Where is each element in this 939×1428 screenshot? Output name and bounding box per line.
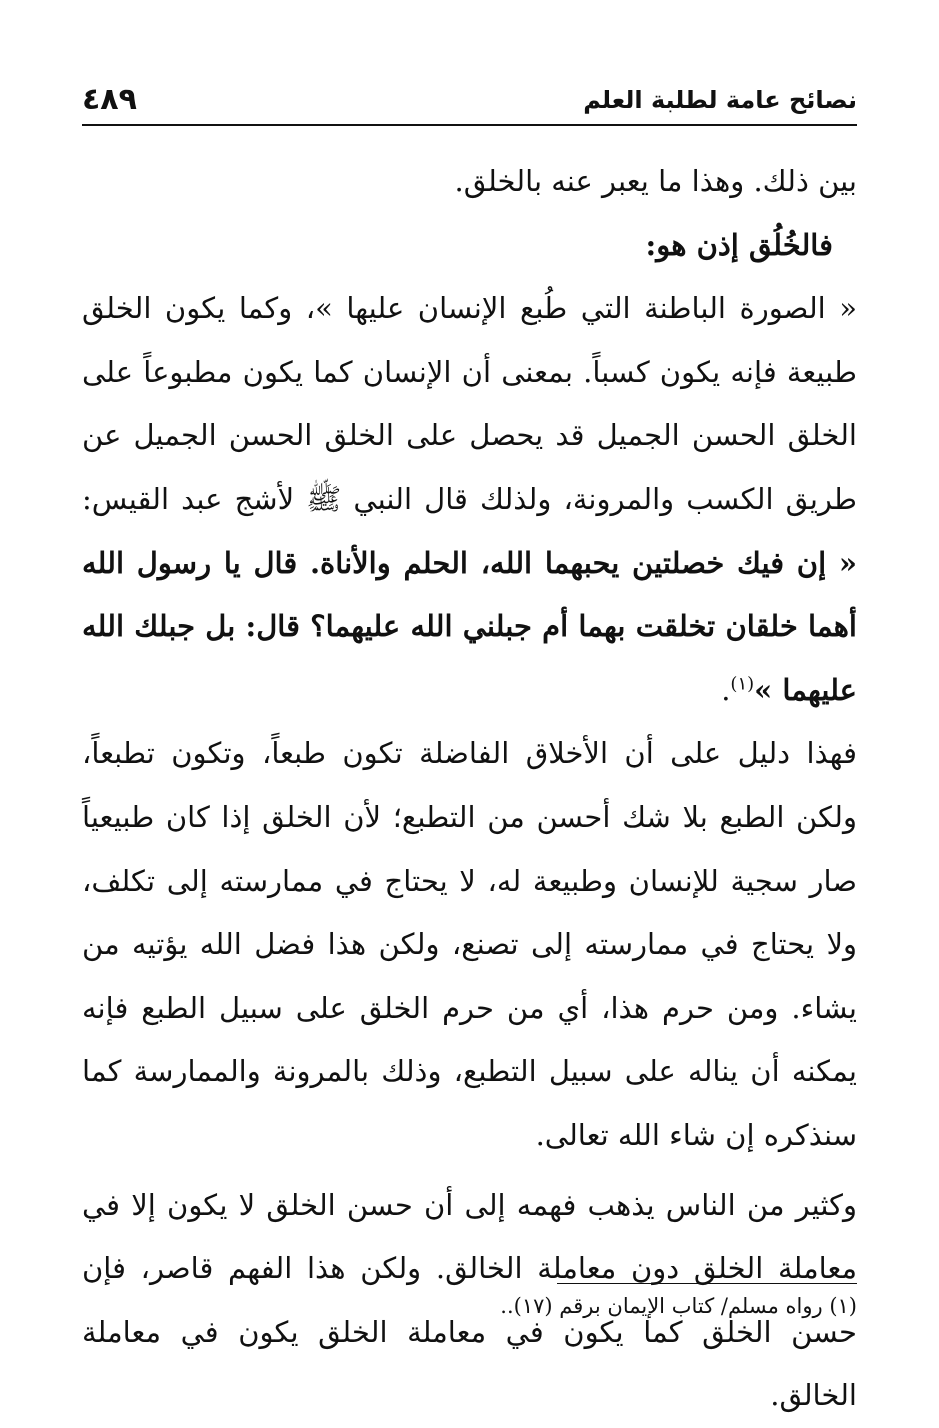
footnote-rule	[557, 1283, 857, 1284]
page-number: ٤٨٩	[82, 82, 137, 117]
hadith-quote: « إن فيك خصلتين يحبهما الله، الحلم والأناة. قال يا رسول الله أهما خلقان تخلقت بهما أم جبلني الله عليهما؟ قال: بل جبلك الله عليهما »	[82, 545, 857, 707]
header-rule	[82, 124, 857, 126]
footnote: (١) رواه مسلم/ كتاب الإيمان برقم (١٧)..	[500, 1294, 857, 1318]
paragraph-3-text: « الصورة الباطنة التي طُبع الإنسان عليها »، وكما يكون الخلق طبيعة فإنه يكون كسباً. بمعنى أن الإنسان كما يكون مطبوعاً على الخلق الحسن الجميل قد يحصل على الخلق الحسن الجميل عن طريق الكسب والمرونة، ولذلك قال النبي ﷺ لأشج عبد القيس:	[82, 291, 857, 516]
paragraph-3	[82, 277, 857, 722]
paragraph-5: وكثير من الناس يذهب فهمه إلى أن حسن الخلق لا يكون إلا في معاملة الخلق دون معاملة الخالق. ولكن هذا الفهم قاصر، فإن حسن الخلق كما يكون في معاملة الخلق يكون في معاملة الخالق.	[82, 1187, 857, 1413]
paragraph-2-heading: فالخُلُق إذن هو:	[645, 227, 833, 262]
paragraph-1: بين ذلك. وهذا ما يعبر عنه بالخلق.	[454, 164, 857, 198]
footnote-ref[interactable]: (١)	[730, 673, 755, 695]
paragraph-3-end: .	[721, 672, 731, 707]
paragraph-4: فهذا دليل على أن الأخلاق الفاضلة تكون طبعاً، وتكون تطبعاً، ولكن الطبع بلا شك أحسن من التطبع؛ لأن الخلق إذا كان طبيعياً صار سجية للإنسان وطبيعة له، لا يحتاج في ممارسته إلى تكلف، ولا يحتاج في ممارسته إلى تصنع، ولكن هذا فضل الله يؤتيه من يشاء. ومن حرم هذا، أي من حرم الخلق على سبيل الطبع فإنه يمكنه أن يناله على سبيل التطبع، وذلك بالمرونة والممارسة كما سنذكره إن شاء الله تعالى.	[82, 736, 857, 1152]
running-header	[82, 82, 857, 128]
body-text	[82, 150, 857, 1428]
running-title: نصائح عامة لطلبة العلم	[583, 86, 857, 114]
